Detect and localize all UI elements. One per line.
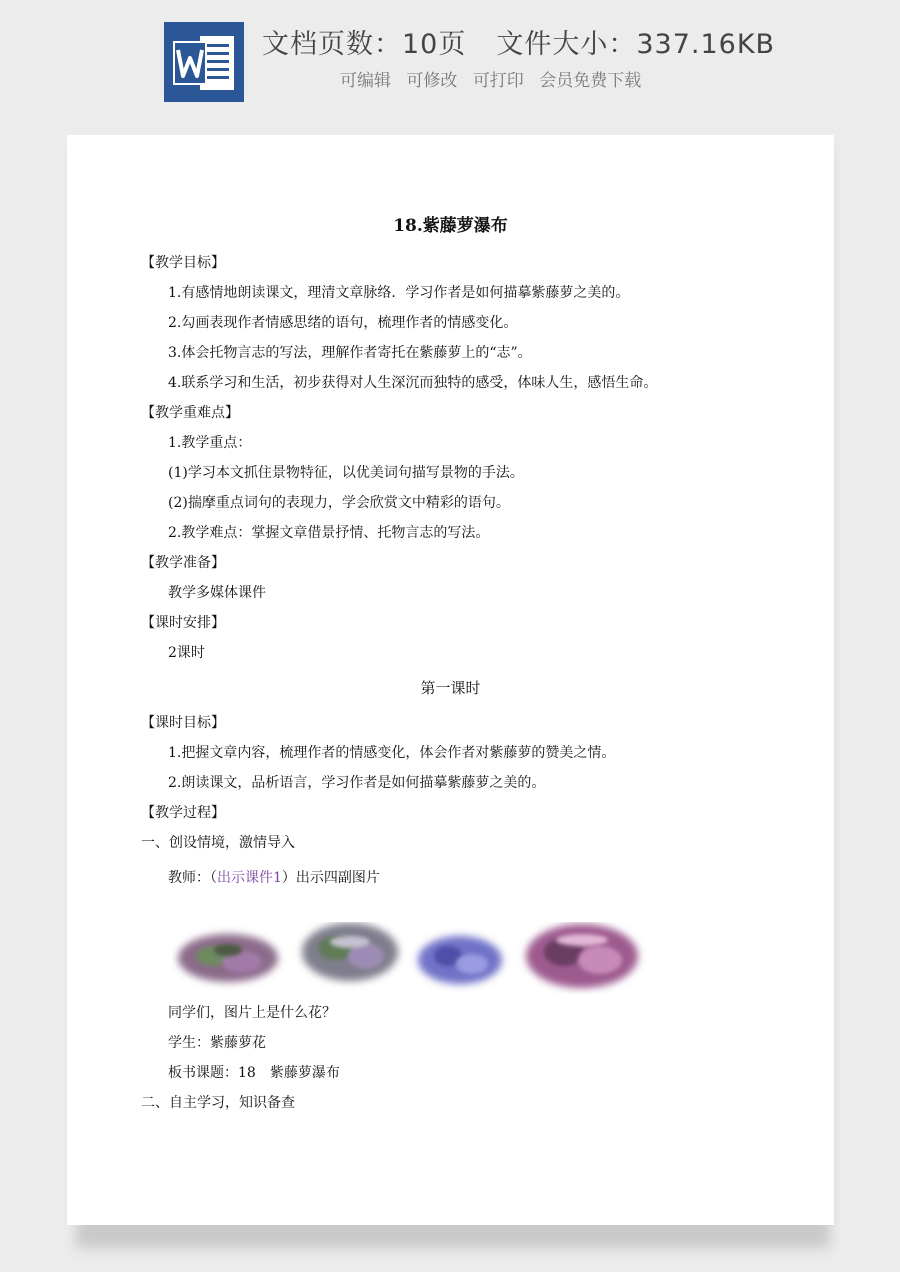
schedule-heading: 【课时安排】: [141, 615, 225, 631]
key-point-item: 1.教学重点：: [168, 435, 252, 451]
lesson-goal-item: 2.朗读课文，品析语言，学习作者是如何描摹紫藤萝之美的。: [168, 775, 546, 791]
wisteria-photo-3: [418, 936, 502, 984]
file-size: 文件大小：337.16KB: [496, 29, 776, 60]
tag-printable: 可打印: [472, 71, 524, 91]
goal-item: 2.勾画表现作者情感思绪的语句，梳理作者的情感变化。: [168, 315, 518, 331]
section-heading: 一、创设情境，激情导入: [141, 835, 295, 851]
wisteria-images: [172, 922, 697, 994]
section-heading: 二、自主学习，知识备查: [141, 1095, 295, 1111]
teacher-line: [168, 869, 380, 887]
goal-item: 3.体会托物言志的写法，理解作者寄托在紫藤萝上的“志”。: [168, 345, 532, 361]
page-count: 文档页数：10页: [262, 29, 467, 60]
answer-line: 学生：紫藤萝花: [168, 1035, 266, 1051]
key-points-heading: 【教学重难点】: [141, 405, 239, 421]
lesson-goal-item: 1.把握文章内容，梳理作者的情感变化，体会作者对紫藤萝的赞美之情。: [168, 745, 616, 761]
courseware-highlight: 出示课件1: [217, 870, 282, 886]
lesson-title: 第一课时: [420, 679, 481, 697]
key-point-item: (1)学习本文抓住景物特征，以优美词句描写景物的手法。: [168, 465, 524, 481]
tag-free-download: 会员免费下载: [539, 71, 642, 91]
teacher-suffix: ）出示四副图片: [281, 870, 380, 886]
teacher-prefix: 教师：（: [168, 870, 217, 886]
goal-item: 1.有感情地朗读课文，理清文章脉络．学习作者是如何描摹紫藤萝之美的。: [168, 285, 630, 301]
feature-tags: [340, 66, 651, 91]
lesson-goals-heading: 【课时目标】: [141, 715, 225, 731]
tag-modifiable: 可修改: [406, 71, 458, 91]
wisteria-photo-1: [178, 934, 278, 982]
key-point-item: 2.教学难点：掌握文章借景抒情、托物言志的写法。: [168, 525, 490, 541]
document-content: [67, 135, 834, 1225]
key-point-item: (2)揣摩重点词句的表现力，学会欣赏文中精彩的语句。: [168, 495, 510, 511]
goal-item: 4.联系学习和生活，初步获得对人生深沉而独特的感受，体味人生，感悟生命。: [168, 375, 658, 391]
file-stats: [262, 22, 775, 61]
document-page: [67, 135, 834, 1225]
wisteria-photo-2: [302, 923, 398, 981]
prep-heading: 【教学准备】: [141, 555, 225, 571]
file-info-header: [0, 0, 900, 130]
prep-text: 教学多媒体课件: [168, 585, 266, 601]
wisteria-photo-4: [526, 924, 638, 988]
doc-title: 18.紫藤萝瀑布: [393, 216, 508, 236]
word-document-icon: [164, 22, 244, 102]
question-line: 同学们，图片上是什么花？: [168, 1005, 336, 1021]
process-heading: 【教学过程】: [141, 805, 225, 821]
schedule-text: 2课时: [168, 645, 205, 661]
board-title-line: 板书课题：18 紫藤萝瀑布: [168, 1065, 340, 1081]
goals-heading: 【教学目标】: [141, 255, 225, 271]
tag-editable: 可编辑: [340, 71, 391, 91]
